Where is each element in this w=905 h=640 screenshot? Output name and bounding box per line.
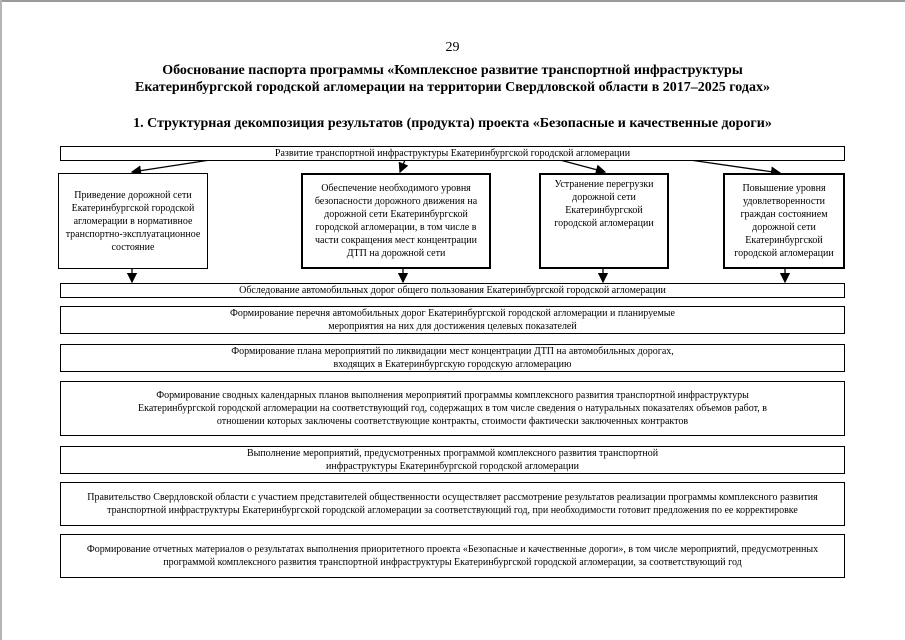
page-number: 29	[445, 40, 460, 55]
step-1-text: Обследование автомобильных дорог общего пользования Екатеринбургской городской агломерации	[239, 285, 666, 296]
step-box-2	[60, 306, 845, 334]
step-box-4	[60, 381, 845, 436]
section-title: 1. Структурная декомпозиция результатов (продукта) проекта «Безопасные и качественные дороги»	[133, 116, 772, 131]
goal-box-2	[301, 173, 491, 269]
goal-box-3	[539, 173, 669, 269]
step-box-6	[60, 482, 845, 526]
goal-box-4	[723, 173, 845, 269]
step-box-1	[60, 283, 845, 298]
step-box-7	[60, 534, 845, 578]
step-2-text: Формирование перечня автомобильных дорог Екатеринбургской городской агломерации и планируемые мероприятия на них для достижения целевых показателей	[230, 308, 675, 332]
arrow-top-to-goal-3	[560, 160, 605, 172]
goal-3-text: Устранение перегрузки дорожной сети Екатеринбургской городской агломерации	[554, 179, 654, 229]
top-box-text: Развитие транспортной инфраструктуры Екатеринбургской городской агломерации	[274, 148, 631, 159]
arrow-top-to-goal-2	[400, 160, 405, 172]
step-7-text: Формирование отчетных материалов о результатах выполнения приоритетного проекта «Безопасные и качественные дороги», в том числе мероприятий, предусмотренных программой комплексного развития транспортной инфраструктуры Екатеринбургской городской агломерации, за соответствующий год	[86, 544, 819, 568]
step-3-text: Формирование плана мероприятий по ликвидации мест концентрации ДТП на автомобильных дорогах, входящих в Екатеринбургскую городскую агломерацию	[231, 346, 674, 370]
goal-4-text: Повышение уровня удовлетворенности граждан состоянием дорожной сети Екатеринбургской городской агломерации	[734, 183, 834, 259]
arrow-top-to-goal-1	[132, 160, 210, 172]
arrow-top-to-goal-4	[690, 160, 780, 173]
title-line-1: Обоснование паспорта программы «Комплексное развитие транспортной инфраструктуры	[162, 63, 743, 78]
step-6-text: Правительство Свердловской области с участием представителей общественности осуществляет рассмотрение результатов реализации программы комплексного развития транспортной инфраструктуры Екатеринбургской городской агломерации за соответствующий год, при необходимости готовит предложения по ее корректировке	[87, 492, 818, 516]
step-box-3	[60, 344, 845, 372]
goal-box-1	[58, 173, 208, 269]
step-box-5	[60, 446, 845, 474]
title-line-2: Екатеринбургской городской агломерации на территории Свердловской области в 2017–2025 годах»	[134, 80, 770, 95]
step-5-text: Выполнение мероприятий, предусмотренных программой комплексного развития транспортной инфраструктуры Екатеринбургской городской агломерации	[246, 448, 659, 472]
step-4-text: Формирование сводных календарных планов выполнения мероприятий программы комплексного развития транспортной инфраструктуры Екатеринбургской городской агломерации на соответствующий год, содержащих в том числе сведения о натуральных показателях объемов работ, в отношении которых заключены соответствующие контракты, стоимости фактически заключенных контрактов	[138, 390, 767, 427]
top-box	[60, 146, 845, 161]
goal-2-text: Обеспечение необходимого уровня безопасности дорожного движения на дорожной сети Екатеринбургской городской агломерации, в том числе в части сокращения мест концентрации ДТП на дорожной сети	[314, 183, 478, 259]
goal-1-text: Приведение дорожной сети Екатеринбургской городской агломерации в нормативное транспортно-эксплуатационное состояние	[65, 189, 201, 253]
